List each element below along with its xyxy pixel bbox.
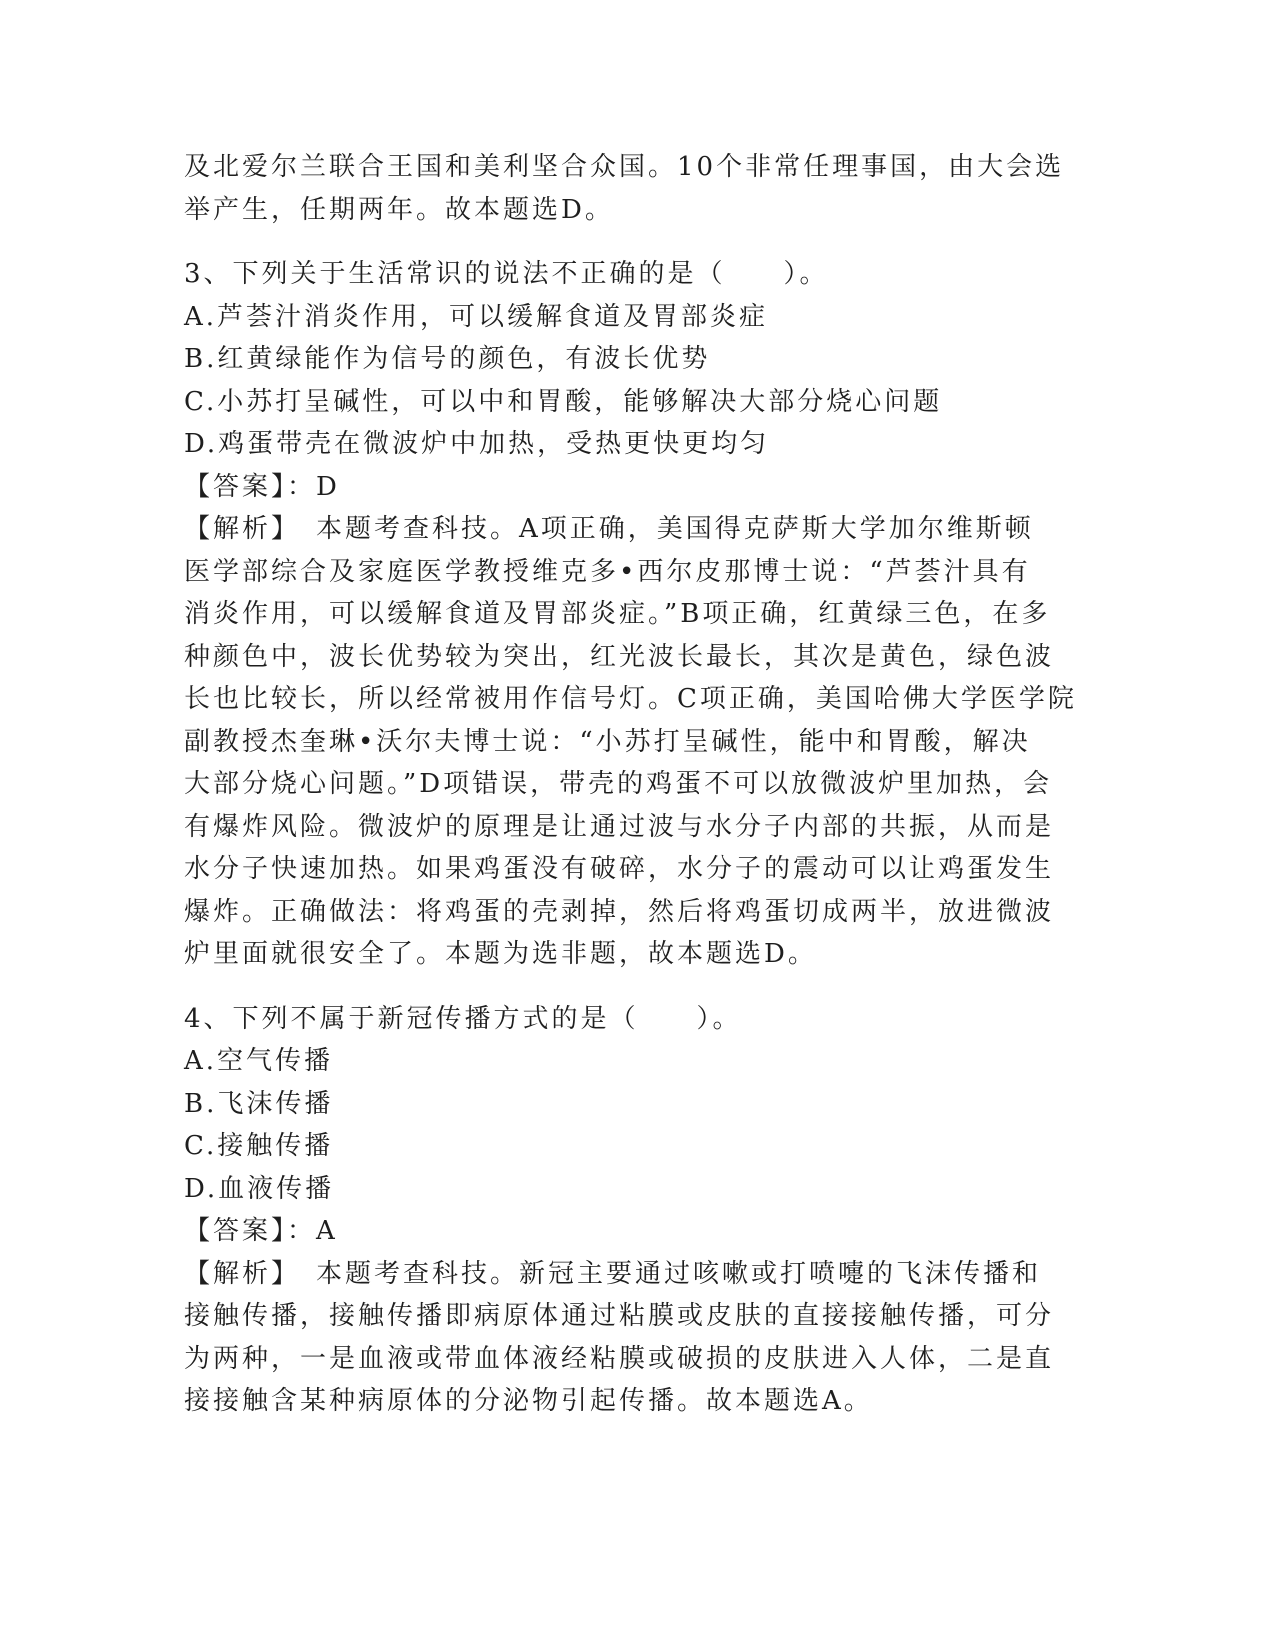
question-4 [184,998,1094,1423]
option-c: C.接触传播 [184,1131,334,1161]
analysis-paragraph [184,1253,1094,1423]
option-a: A.芦荟汁消炎作用，可以缓解食道及胃部炎症 [184,301,769,332]
analysis-line: 副教授杰奎琳•沃尔夫博士说：“小苏打呈碱性，能中和胃酸，解决 [184,726,1031,757]
analysis-line: 【解析】 本题考查科技。A项正确，美国得克萨斯大学加尔维斯顿 [184,514,1034,544]
analysis-line: 有爆炸风险。微波炉的原理是让通过波与水分子内部的共振，从而是 [184,811,1055,842]
analysis-line: 长也比较长，所以经常被用作信号灯。C项正确，美国哈佛大学医学院 [184,684,1077,714]
document-page [184,146,1094,1423]
question-3 [184,253,1094,976]
analysis-line: 【解析】 本题考查科技。新冠主要通过咳嗽或打喷嚏的飞沫传播和 [184,1258,1042,1289]
analysis-line: 为两种，一是血液或带血体液经粘膜或破损的皮肤进入人体，二是直 [184,1343,1055,1374]
intro-paragraph [184,146,1094,231]
intro-line: 及北爱尔兰联合王国和美利坚合众国。10个非常任理事国，由大会选 [184,152,1065,182]
option-d: D.鸡蛋带壳在微波炉中加热，受热更快更均匀 [184,429,770,459]
option-c: C.小苏打呈碱性，可以中和胃酸，能够解决大部分烧心问题 [184,386,943,417]
analysis-line: 消炎作用，可以缓解食道及胃部炎症。”B项正确，红黄绿三色，在多 [184,599,1051,629]
analysis-line: 种颜色中，波长优势较为突出，红光波长最长，其次是黄色，绿色波 [184,641,1055,672]
question-stem: 3、下列关于生活常识的说法不正确的是（ ）。 [184,259,829,289]
option-d: D.血液传播 [184,1173,335,1204]
analysis-line: 大部分烧心问题。”D项错误，带壳的鸡蛋不可以放微波炉里加热，会 [184,769,1053,799]
paragraph-gap [184,231,1094,253]
intro-line: 举产生，任期两年。故本题选D。 [184,194,614,225]
analysis-line: 炉里面就很安全了。本题为选非题，故本题选D。 [184,939,817,969]
analysis-paragraph [184,508,1094,976]
analysis-line: 接触传播，接触传播即病原体通过粘膜或皮肤的直接接触传播，可分 [184,1301,1055,1331]
analysis-line: 医学部综合及家庭医学教授维克多•西尔皮那博士说：“芦荟汁具有 [184,556,1031,587]
paragraph-gap [184,976,1094,998]
analysis-line: 水分子快速加热。如果鸡蛋没有破碎，水分子的震动可以让鸡蛋发生 [184,854,1055,884]
question-stem: 4、下列不属于新冠传播方式的是（ ）。 [184,1003,742,1034]
analysis-line: 接接触含某种病原体的分泌物引起传播。故本题选A。 [184,1386,873,1416]
option-a: A.空气传播 [184,1046,334,1076]
option-b: B.红黄绿能作为信号的颜色，有波长优势 [184,344,711,374]
analysis-line: 爆炸。正确做法：将鸡蛋的壳剥掉，然后将鸡蛋切成两半，放进微波 [184,896,1055,927]
answer-line: 【答案】：D [184,471,340,502]
option-b: B.飞沫传播 [184,1088,334,1119]
answer-line: 【答案】：A [184,1216,338,1246]
